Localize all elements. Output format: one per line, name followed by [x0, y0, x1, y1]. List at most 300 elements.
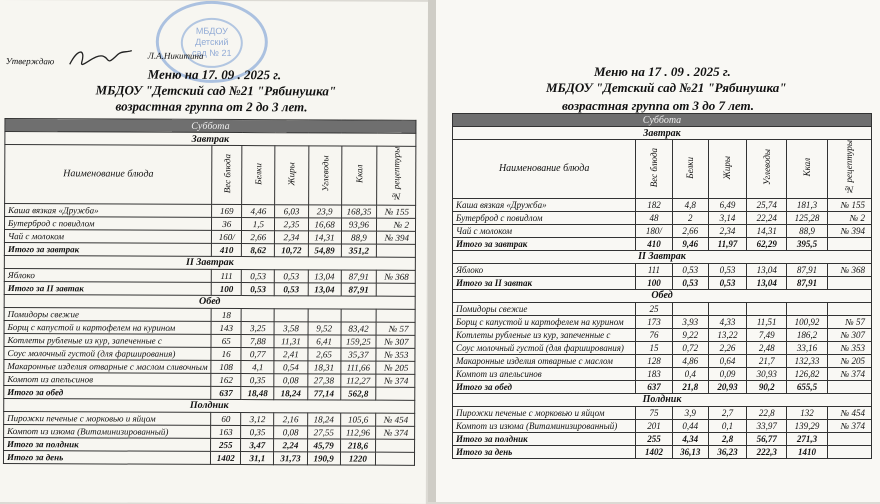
column-header: № рецептуры — [377, 146, 416, 205]
column-header: Наименование блюда — [453, 140, 636, 199]
weight-cell: 65 — [211, 334, 241, 347]
fat-cell: 2,16 — [274, 412, 307, 425]
kcal-cell: 112,27 — [340, 374, 376, 387]
meal-section-title: Обед — [453, 289, 872, 302]
protein-cell: 0,53 — [242, 269, 275, 282]
approve-label: Утверждаю — [5, 56, 55, 67]
recipe-cell — [376, 309, 415, 322]
weight-cell: 18 — [211, 308, 241, 321]
recipe-cell: № 155 — [377, 205, 416, 218]
dish-name-cell: Бутерброд с повидлом — [453, 211, 636, 224]
fat-cell: 2,35 — [275, 217, 308, 230]
carbs-cell: 222,3 — [747, 445, 787, 458]
fat-cell: 11,97 — [708, 237, 746, 250]
age-group: возрастная группа от 3 до 7 лет. — [562, 98, 755, 113]
dish-row — [453, 302, 872, 315]
dish-row — [453, 406, 872, 419]
recipe-cell: № 2 — [827, 211, 871, 224]
page-gap — [428, 0, 436, 502]
carbs-cell: 13,04 — [747, 276, 787, 289]
protein-cell: 3,9 — [672, 406, 708, 419]
dish-row — [453, 367, 872, 380]
recipe-cell: № 394 — [377, 231, 416, 244]
column-header: Вес блюда — [212, 145, 242, 204]
protein-cell: 0,35 — [241, 425, 274, 438]
organization-name: МБДОУ "Детский сад №21 "Рябинушка" — [95, 82, 337, 99]
recipe-cell: № 307 — [827, 328, 871, 341]
dish-name-cell: Итого за II завтак — [4, 281, 211, 295]
carbs-cell: 7,49 — [747, 328, 787, 341]
dish-name-cell: Борщ с капустой и картофелем на курином — [453, 315, 636, 328]
meal-section-title: II Завтрак — [453, 250, 872, 263]
dish-name-cell: Итого за обед — [4, 385, 211, 399]
meal-section-row — [453, 289, 872, 302]
recipe-cell: № 353 — [376, 348, 415, 361]
carbs-cell: 190,9 — [307, 452, 340, 465]
carbs-cell: 14,31 — [747, 224, 787, 237]
column-header: Вес блюда — [636, 140, 672, 199]
weight-cell: 36 — [212, 217, 242, 230]
kcal-cell: 112,96 — [340, 426, 376, 439]
kcal-cell: 93,96 — [341, 218, 377, 231]
menu-title: Меню на 17. 09 . 2025 г. — [147, 66, 282, 83]
recipe-cell: № 374 — [827, 367, 871, 380]
weight-cell: 163 — [211, 425, 241, 438]
carbs-cell: 13,04 — [308, 283, 341, 296]
dish-name-cell: Итого за полдник — [453, 432, 636, 445]
recipe-cell: № 374 — [376, 374, 415, 387]
recipe-cell — [376, 283, 415, 296]
weight-cell: 100 — [211, 282, 241, 295]
dish-name-cell: Итого за полдник — [4, 437, 211, 451]
carbs-cell: 30,93 — [747, 367, 787, 380]
weight-cell: 182 — [636, 198, 672, 211]
protein-cell: 21,8 — [672, 380, 708, 393]
fat-cell: 2,34 — [708, 224, 746, 237]
recipe-cell: № 368 — [376, 270, 415, 283]
carbs-cell: 27,38 — [307, 374, 340, 387]
protein-cell: 0,44 — [672, 419, 708, 432]
day-row — [453, 114, 872, 127]
fat-cell: 4,33 — [708, 315, 746, 328]
kcal-cell: 100,92 — [787, 315, 827, 328]
dish-name-cell: Пирожки печеные с морковью и яйцом — [453, 406, 636, 419]
recipe-cell: № 454 — [827, 406, 871, 419]
carbs-cell: 23,9 — [308, 205, 341, 218]
recipe-cell — [376, 452, 415, 465]
protein-cell: 4,86 — [672, 354, 708, 367]
recipe-cell — [827, 445, 871, 458]
column-header: Ккал — [787, 140, 827, 199]
kcal-cell: 1410 — [787, 445, 827, 458]
protein-cell: 0,77 — [241, 347, 274, 360]
fat-cell: 2,34 — [275, 230, 308, 243]
carbs-cell: 45,79 — [307, 439, 340, 452]
header-row — [5, 145, 416, 206]
carbs-cell: 6,41 — [308, 335, 341, 348]
protein-cell: 8,62 — [242, 243, 275, 256]
dish-name-cell: Компот из апельсинов — [453, 367, 636, 380]
dish-row — [453, 198, 872, 211]
weight-cell: 75 — [636, 406, 672, 419]
carbs-cell: 2,65 — [307, 348, 340, 361]
dish-name-cell: Соус молочный густой (для фарширования) — [4, 346, 211, 360]
weight-cell: 48 — [636, 211, 672, 224]
weight-cell: 111 — [636, 263, 672, 276]
dish-name-cell: Яблоко — [453, 263, 636, 276]
kcal-cell: 181,3 — [787, 198, 827, 211]
fat-cell: 0,08 — [274, 425, 307, 438]
dish-name-cell: Итого за II завтак — [453, 276, 636, 289]
weight-cell: 25 — [636, 302, 672, 315]
kcal-cell: 218,6 — [340, 439, 376, 452]
carbs-cell: 54,89 — [308, 244, 341, 257]
weight-cell: 410 — [636, 237, 672, 250]
dish-name-cell: Итого за завтрак — [453, 237, 636, 250]
kcal-cell — [341, 309, 377, 322]
fat-cell: 11,31 — [274, 334, 307, 347]
weight-cell: 160/ — [212, 230, 242, 243]
meal-section-row — [453, 393, 872, 406]
recipe-cell: № 2 — [377, 218, 416, 231]
weight-cell: 16 — [211, 347, 241, 360]
fat-cell: 18,24 — [274, 386, 307, 399]
weight-cell: 173 — [636, 315, 672, 328]
kcal-cell: 271,3 — [787, 432, 827, 445]
dish-name-cell: Помидоры свежие — [4, 307, 211, 321]
protein-cell: 18,48 — [241, 386, 274, 399]
meal-total-row — [453, 432, 872, 445]
dish-row — [453, 263, 872, 276]
kcal-cell: 132,33 — [787, 354, 827, 367]
kcal-cell: 87,91 — [341, 270, 377, 283]
dish-row — [453, 315, 872, 328]
meal-total-row — [453, 276, 872, 289]
weight-cell: 111 — [211, 269, 241, 282]
weight-cell: 76 — [636, 328, 672, 341]
protein-cell: 4,8 — [672, 198, 708, 211]
meal-section-title: Обед — [4, 294, 415, 309]
fat-cell: 0,64 — [708, 354, 746, 367]
recipe-cell: № 374 — [376, 426, 415, 439]
menu-table — [3, 118, 417, 466]
carbs-cell: 22,8 — [747, 406, 787, 419]
meal-section-title: Завтрак — [5, 132, 416, 147]
kcal-cell: 139,29 — [787, 419, 827, 432]
dish-row — [453, 419, 872, 432]
protein-cell: 31,1 — [241, 451, 274, 464]
protein-cell: 7,88 — [241, 334, 274, 347]
column-header: Белки — [242, 146, 275, 205]
carbs-cell: 18,31 — [307, 361, 340, 374]
carbs-cell: 22,24 — [747, 211, 787, 224]
meal-section-title: Полдник — [453, 393, 872, 406]
column-header: Ккал — [341, 146, 377, 205]
stamp-line: сад № 21 — [192, 47, 232, 59]
menu-title: Меню на 17 . 09 . 2025 г. — [594, 64, 731, 79]
column-header: Углеводы — [308, 146, 341, 205]
kcal-cell: 105,6 — [340, 413, 376, 426]
fat-cell: 0,53 — [708, 276, 746, 289]
recipe-cell: № 368 — [827, 263, 871, 276]
protein-cell: 2,66 — [672, 224, 708, 237]
kcal-cell: 159,25 — [341, 335, 377, 348]
weight-cell: 128 — [636, 354, 672, 367]
dish-name-cell: Чай с молоком — [4, 229, 211, 243]
stamp-line: Детский — [195, 36, 229, 47]
recipe-cell: № 205 — [376, 361, 415, 374]
organization-name: МБДОУ "Детский сад №21 "Рябинушка" — [546, 80, 787, 95]
carbs-cell: 62,29 — [747, 237, 787, 250]
kcal-cell: 35,37 — [341, 348, 377, 361]
dish-row — [453, 341, 872, 354]
recipe-cell: № 57 — [827, 315, 871, 328]
fat-cell: 10,72 — [275, 243, 308, 256]
day-label: Суббота — [5, 119, 416, 134]
dish-name-cell: Итого за завтрак — [4, 242, 211, 256]
dish-name-cell: Каша вязкая «Дружба» — [453, 198, 636, 211]
recipe-cell — [827, 276, 871, 289]
kcal-cell: 125,28 — [787, 211, 827, 224]
kcal-cell: 562,8 — [340, 387, 376, 400]
dish-name-cell: Каша вязкая «Дружба» — [5, 203, 212, 217]
carbs-cell: 13,04 — [308, 270, 341, 283]
protein-cell: 4,46 — [242, 204, 275, 217]
weight-cell: 100 — [636, 276, 672, 289]
dish-name-cell: Итого за день — [3, 450, 210, 464]
dish-name-cell: Чай с молоком — [453, 224, 636, 237]
protein-cell: 4,1 — [241, 360, 274, 373]
recipe-cell: № 205 — [827, 354, 871, 367]
protein-cell: 9,46 — [672, 237, 708, 250]
dish-row — [453, 224, 872, 237]
fat-cell: 13,22 — [708, 328, 746, 341]
kcal-cell: 87,91 — [341, 283, 377, 296]
kcal-cell: 33,16 — [787, 341, 827, 354]
dish-name-cell: Компот из изюма (Витаминизированный) — [453, 419, 636, 432]
weight-cell: 1402 — [211, 451, 241, 464]
kcal-cell: 186,2 — [787, 328, 827, 341]
carbs-cell: 9,52 — [308, 322, 341, 335]
recipe-cell: № 57 — [376, 322, 415, 335]
weight-cell: 180/ — [636, 224, 672, 237]
meal-section-title: Завтрак — [453, 127, 872, 140]
dish-row — [453, 211, 872, 224]
carbs-cell: 25,74 — [747, 198, 787, 211]
column-header: Белки — [672, 140, 708, 199]
protein-cell: 3,93 — [672, 315, 708, 328]
fat-cell: 2,26 — [708, 341, 746, 354]
kcal-cell: 87,91 — [787, 263, 827, 276]
fat-cell: 0,08 — [274, 373, 307, 386]
fat-cell: 2,24 — [274, 438, 307, 451]
fat-cell: 36,23 — [708, 445, 746, 458]
carbs-cell: 77,14 — [307, 387, 340, 400]
column-header: Наименование блюда — [5, 145, 212, 205]
carbs-cell: 2,48 — [747, 341, 787, 354]
header-row — [453, 140, 872, 199]
fat-cell: 0,09 — [708, 367, 746, 380]
stamp-line: МБДОУ — [195, 25, 228, 36]
menu-page-toddlers — [0, 0, 428, 504]
protein-cell: 3,12 — [241, 412, 274, 425]
weight-cell: 108 — [211, 360, 241, 373]
kcal-cell: 126,82 — [787, 367, 827, 380]
weight-cell: 255 — [636, 432, 672, 445]
column-header: Жиры — [708, 140, 746, 199]
day-total-row — [3, 450, 414, 465]
kcal-cell: 395,5 — [787, 237, 827, 250]
menu-page-preschool — [436, 0, 880, 502]
recipe-cell — [827, 302, 871, 315]
fat-cell: 20,93 — [708, 380, 746, 393]
protein-cell: 3,25 — [241, 321, 274, 334]
recipe-cell: № 353 — [827, 341, 871, 354]
column-header: Жиры — [275, 146, 308, 205]
fat-cell: 0,54 — [274, 360, 307, 373]
kcal-cell: 351,2 — [341, 244, 377, 257]
fat-cell: 0,1 — [708, 419, 746, 432]
weight-cell: 255 — [211, 438, 241, 451]
fat-cell: 0,53 — [275, 269, 308, 282]
recipe-cell: № 155 — [827, 198, 871, 211]
protein-cell: 2 — [672, 211, 708, 224]
fat-cell: 0,53 — [708, 263, 746, 276]
dish-name-cell: Бутерброд с повидлом — [4, 216, 211, 230]
protein-cell: 2,66 — [242, 230, 275, 243]
carbs-cell: 16,68 — [308, 218, 341, 231]
dish-name-cell: Пирожки печеные с морковью и яйцом — [4, 411, 211, 425]
weight-cell: 410 — [212, 243, 242, 256]
recipe-cell — [376, 387, 415, 400]
dish-name-cell: Яблоко — [4, 268, 211, 282]
weight-cell: 15 — [636, 341, 672, 354]
protein-cell: 0,35 — [241, 373, 274, 386]
column-header: № рецептуры — [827, 140, 871, 199]
fat-cell: 3,14 — [708, 211, 746, 224]
dish-name-cell: Макаронные изделия отварные с маслом — [453, 354, 636, 367]
meal-section-title: II Завтрак — [4, 255, 415, 270]
protein-cell: 0,4 — [672, 367, 708, 380]
carbs-cell: 13,04 — [747, 263, 787, 276]
meal-section-row — [453, 127, 872, 140]
meal-total-row — [453, 237, 872, 250]
weight-cell: 183 — [636, 367, 672, 380]
dish-name-cell: Борщ с капустой и картофелем на курином — [4, 320, 211, 334]
kcal-cell: 655,5 — [787, 380, 827, 393]
fat-cell: 6,49 — [708, 198, 746, 211]
dish-name-cell: Макаронные изделия отварные с маслом сливочным — [4, 359, 211, 373]
weight-cell: 201 — [636, 419, 672, 432]
day-label: Суббота — [453, 114, 872, 127]
protein-cell: 1,5 — [242, 217, 275, 230]
protein-cell — [241, 308, 274, 321]
dish-name-cell: Итого за обед — [453, 380, 636, 393]
meal-section-title: Полдник — [4, 398, 415, 413]
fat-cell: 0,53 — [275, 282, 308, 295]
protein-cell: 9,22 — [672, 328, 708, 341]
recipe-cell: № 394 — [827, 224, 871, 237]
recipe-cell: № 454 — [376, 413, 415, 426]
protein-cell: 0,53 — [672, 263, 708, 276]
protein-cell: 0,53 — [241, 282, 274, 295]
day-total-row — [453, 445, 872, 458]
carbs-cell — [308, 309, 341, 322]
carbs-cell: 33,97 — [747, 419, 787, 432]
recipe-cell — [827, 432, 871, 445]
signature-icon — [66, 44, 136, 74]
carbs-cell: 18,24 — [307, 413, 340, 426]
dish-row — [453, 354, 872, 367]
kcal-cell — [787, 302, 827, 315]
carbs-cell — [747, 302, 787, 315]
column-header: Углеводы — [747, 140, 787, 199]
weight-cell: 1402 — [636, 445, 672, 458]
kcal-cell: 1220 — [340, 452, 376, 465]
dish-name-cell: Котлеты рубленые из кур, запеченные с — [453, 328, 636, 341]
fat-cell: 6,03 — [275, 204, 308, 217]
recipe-cell: № 374 — [827, 419, 871, 432]
carbs-cell: 21,7 — [747, 354, 787, 367]
approver-name: Л.А.Никитина — [147, 50, 204, 61]
carbs-cell: 90,2 — [747, 380, 787, 393]
dish-name-cell: Итого за день — [453, 445, 636, 458]
fat-cell — [708, 302, 746, 315]
recipe-cell — [377, 244, 416, 257]
weight-cell: 169 — [212, 204, 242, 217]
fat-cell: 3,58 — [274, 321, 307, 334]
fat-cell: 31,73 — [274, 451, 307, 464]
kcal-cell: 88,9 — [341, 231, 377, 244]
protein-cell: 3,47 — [241, 438, 274, 451]
protein-cell: 36,13 — [672, 445, 708, 458]
weight-cell: 637 — [636, 380, 672, 393]
protein-cell: 0,53 — [672, 276, 708, 289]
kcal-cell: 111,66 — [341, 361, 377, 374]
recipe-cell — [376, 439, 415, 452]
recipe-cell — [827, 380, 871, 393]
carbs-cell: 11,51 — [747, 315, 787, 328]
fat-cell: 2,41 — [274, 347, 307, 360]
dish-name-cell: Котлеты рубленые из кур, запеченные с — [4, 333, 211, 347]
weight-cell: 637 — [211, 386, 241, 399]
carbs-cell: 14,31 — [308, 231, 341, 244]
fat-cell — [275, 308, 308, 321]
menu-table — [452, 113, 872, 459]
age-group: возрастная группа от 2 до 3 лет. — [115, 98, 308, 115]
weight-cell: 143 — [211, 321, 241, 334]
meal-total-row — [453, 380, 872, 393]
dish-name-cell: Компот из изюма (Витаминизированный) — [4, 424, 211, 438]
recipe-cell — [827, 237, 871, 250]
fat-cell: 2,7 — [708, 406, 746, 419]
kcal-cell: 83,42 — [341, 322, 377, 335]
recipe-cell: № 307 — [376, 335, 415, 348]
kcal-cell: 168,35 — [341, 205, 377, 218]
fat-cell: 2,8 — [708, 432, 746, 445]
protein-cell — [672, 302, 708, 315]
protein-cell: 0,72 — [672, 341, 708, 354]
kcal-cell: 132 — [787, 406, 827, 419]
weight-cell: 162 — [211, 373, 241, 386]
meal-section-row — [453, 250, 872, 263]
carbs-cell: 56,77 — [747, 432, 787, 445]
protein-cell: 4,34 — [672, 432, 708, 445]
dish-row — [453, 328, 872, 341]
kcal-cell: 88,9 — [787, 224, 827, 237]
carbs-cell: 27,55 — [307, 426, 340, 439]
dish-name-cell: Помидоры свежие — [453, 302, 636, 315]
